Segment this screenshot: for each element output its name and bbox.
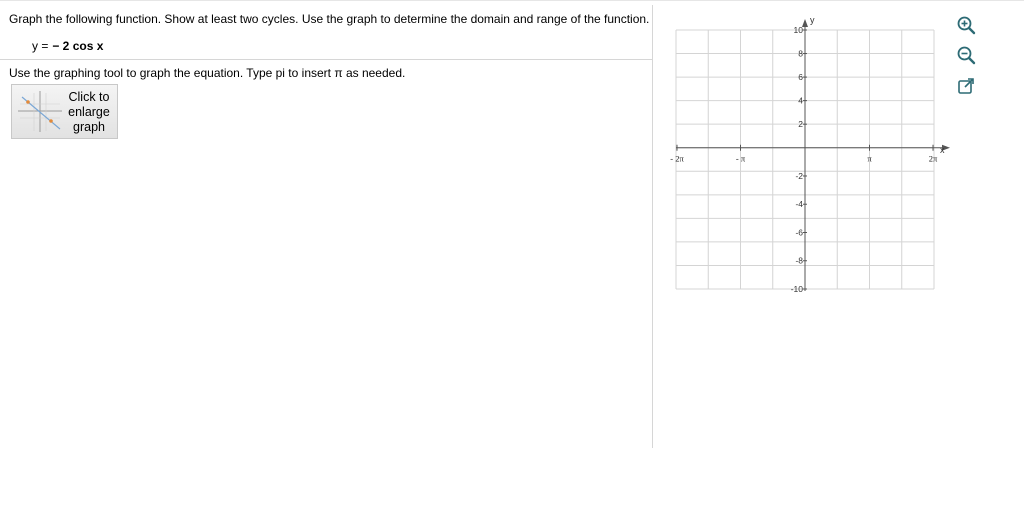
y-tick-label: 6	[798, 72, 803, 83]
enlarge-graph-label: Click to enlarge graph	[68, 90, 110, 134]
zoom-in-button[interactable]	[955, 14, 977, 36]
y-tick-label: 2	[798, 119, 803, 130]
y-tick-label: 4	[798, 95, 803, 106]
y-tick-label: -4	[795, 199, 803, 210]
function-equation	[32, 39, 103, 53]
graph-thumbnail-icon	[16, 89, 64, 134]
equation-lhs: y =	[32, 39, 49, 53]
x-tick-label: - π	[735, 153, 746, 164]
x-tick-label: π	[867, 153, 872, 164]
coordinate-graph[interactable]	[660, 12, 960, 302]
y-tick-label: -6	[795, 227, 803, 238]
x-tick-label: - 2π	[670, 153, 684, 164]
question-prompt: Graph the following function. Show at least two cycles. Use the graph to determine the domain and range of the function.	[9, 12, 650, 26]
y-tick-label: -10	[790, 284, 803, 294]
y-tick-label: -8	[795, 255, 803, 266]
popout-button[interactable]	[955, 75, 977, 97]
y-tick-label: 8	[798, 48, 803, 59]
zoom-out-icon	[955, 44, 977, 66]
y-tick-label: 10	[793, 25, 803, 35]
enlarge-graph-button[interactable]	[11, 84, 118, 139]
y-axis-label: y	[810, 15, 815, 25]
equation-rhs: − 2 cos x	[52, 39, 104, 53]
question-divider	[0, 59, 652, 60]
zoom-out-button[interactable]	[955, 44, 977, 66]
x-axis-label: x	[940, 145, 945, 155]
pane-divider	[652, 5, 653, 448]
x-tick-label: 2π	[928, 153, 938, 164]
zoom-in-icon	[955, 14, 977, 36]
popout-icon	[955, 75, 977, 97]
axes	[676, 19, 950, 291]
instructions-text: Use the graphing tool to graph the equation. Type pi to insert π as needed.	[9, 66, 406, 80]
y-tick-label: -2	[795, 170, 803, 181]
